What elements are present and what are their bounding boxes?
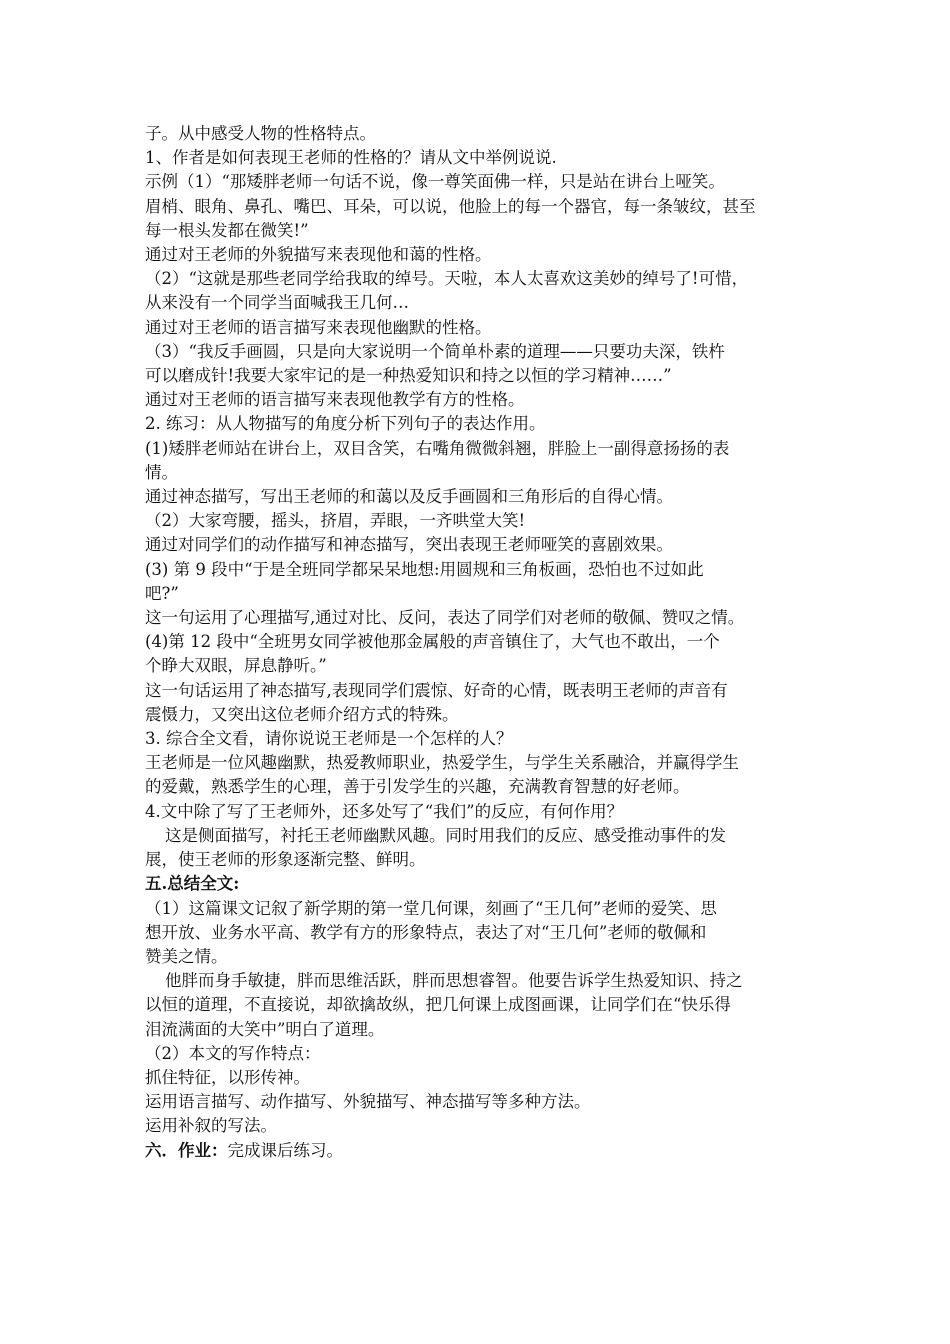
text-line bbox=[145, 316, 817, 340]
text-line bbox=[145, 146, 817, 170]
line-text: （1）这篇课文记叙了新学期的第一堂几何课，刻画了“王几何”老师的爱笑、思 bbox=[145, 898, 717, 918]
line-text: 4.文中除了写了王老师外，还多处写了“我们”的反应，有何作用？ bbox=[145, 801, 624, 821]
text-line bbox=[145, 751, 817, 775]
line-text: 通过对王老师的语言描写来表现他教学有方的性格。 bbox=[145, 390, 525, 410]
text-line bbox=[145, 848, 817, 872]
line-text: 展，使王老师的形象逐渐完整、鲜明。 bbox=[145, 850, 426, 870]
text-line bbox=[145, 945, 817, 969]
section-heading bbox=[145, 872, 817, 896]
text-line bbox=[145, 122, 817, 146]
line-text: (1)矮胖老师站在讲台上，双目含笑，右嘴角微微斜翘，胖脸上一副得意扬扬的表 bbox=[145, 438, 730, 458]
line-text: 每一根头发都在微笑!” bbox=[145, 220, 309, 240]
line-text: 示例（1）“那矮胖老师一句话不说，像一尊笑面佛一样，只是站在讲台上哑笑。 bbox=[145, 172, 725, 192]
text-line bbox=[145, 533, 817, 557]
text-line bbox=[145, 461, 817, 485]
line-text: 从来没有一个同学当面喊我王几何… bbox=[145, 293, 409, 313]
text-line bbox=[145, 267, 817, 291]
line-text: (3) 第 9 段中“于是全班同学都呆呆地想:用圆规和三角板画，恐怕也不过如此 bbox=[145, 559, 704, 579]
text-line bbox=[145, 340, 817, 364]
line-text: 通过神态描写，写出王老师的和蔼以及反手画圆和三角形后的自得心情。 bbox=[145, 487, 673, 507]
text-line bbox=[145, 969, 817, 993]
text-line bbox=[145, 1066, 817, 1090]
line-text: 这一句运用了心理描写,通过对比、反问，表达了同学们对老师的敬佩、赞叹之情。 bbox=[145, 608, 745, 628]
text-line bbox=[145, 1114, 817, 1138]
line-text: 这是侧面描写，衬托王老师幽默风趣。同时用我们的反应、感受推动事件的发 bbox=[165, 825, 726, 845]
line-text: 六．作业： bbox=[145, 1140, 228, 1160]
text-line bbox=[145, 1018, 817, 1042]
line-text: (4)第 12 段中“全班男女同学被他那金属般的声音镇住了，大气也不敢出，一个 bbox=[145, 632, 720, 652]
line-text: 以恒的道理，不直接说，却欲擒故纵，把几何课上成图画课，让同学们在“快乐得 bbox=[145, 995, 731, 1015]
line-text: （2）“这就是那些老同学给我取的绰号。天啦，本人太喜欢这美妙的绰号了!可惜， bbox=[145, 269, 749, 289]
text-line bbox=[145, 509, 817, 533]
line-text: 2. 练习：从人物描写的角度分析下列句子的表达作用。 bbox=[145, 414, 546, 434]
text-line bbox=[145, 897, 817, 921]
line-text: 想开放、业务水平高、教学有方的形象特点，表达了对“王几何”老师的敬佩和 bbox=[145, 922, 707, 942]
text-line bbox=[145, 630, 817, 654]
text-line bbox=[145, 437, 817, 461]
text-line bbox=[145, 993, 817, 1017]
line-text: 眉梢、眼角、鼻孔、嘴巴、耳朵，可以说，他脸上的每一个器官，每一条皱纹，甚至 bbox=[145, 196, 756, 216]
text-line bbox=[145, 412, 817, 436]
text-line bbox=[145, 485, 817, 509]
text-line bbox=[145, 219, 817, 243]
line-text: 抓住特征，以形传神。 bbox=[145, 1067, 310, 1087]
line-text: 3. 综合全文看，请你说说王老师是一个怎样的人？ bbox=[145, 729, 513, 749]
line-text: 吧?” bbox=[145, 583, 179, 603]
text-line bbox=[145, 195, 817, 219]
text-line bbox=[145, 606, 817, 630]
line-text: （3）“我反手画圆，只是向大家说明一个简单朴素的道理——只要功夫深，铁杵 bbox=[145, 341, 725, 361]
line-text: 子。从中感受人物的性格特点。 bbox=[145, 124, 376, 143]
document-body bbox=[145, 122, 817, 1163]
line-text: 的爱戴，熟悉学生的心理，善于引发学生的兴趣，充满教育智慧的好老师。 bbox=[145, 777, 690, 797]
text-line bbox=[145, 921, 817, 945]
line-text: 赞美之情。 bbox=[145, 946, 228, 966]
line-text: 通过对王老师的语言描写来表现他幽默的性格。 bbox=[145, 317, 492, 337]
text-line bbox=[145, 775, 817, 799]
line-text: 通过对同学们的动作描写和神态描写，突出表现王老师哑笑的喜剧效果。 bbox=[145, 535, 673, 555]
line-text: 震慑力，又突出这位老师介绍方式的特殊。 bbox=[145, 704, 459, 724]
line-text: 运用语言描写、动作描写、外貌描写、神态描写等多种方法。 bbox=[145, 1092, 591, 1112]
text-line bbox=[145, 558, 817, 582]
text-line bbox=[145, 654, 817, 678]
line-text: 王老师是一位风趣幽默，热爱教师职业，热爱学生，与学生关系融洽，并赢得学生 bbox=[145, 753, 739, 773]
text-line bbox=[145, 1042, 817, 1066]
text-line bbox=[145, 582, 817, 606]
line-suffix-text: 完成课后练习。 bbox=[227, 1140, 343, 1160]
line-text: 情。 bbox=[145, 462, 178, 482]
text-line bbox=[145, 388, 817, 412]
line-text: 运用补叙的写法。 bbox=[145, 1116, 277, 1136]
text-line bbox=[145, 291, 817, 315]
text-line bbox=[145, 243, 817, 267]
line-text: 可以磨成针!我要大家牢记的是一种热爱知识和持之以恒的学习精神……” bbox=[145, 366, 672, 386]
text-line bbox=[145, 679, 817, 703]
line-text: 泪流满面的大笑中”明白了道理。 bbox=[145, 1019, 385, 1039]
line-text: 他胖而身手敏捷，胖而思维活跃，胖而思想睿智。他要告诉学生热爱知识、持之 bbox=[165, 971, 743, 991]
line-text: 五.总结全文: bbox=[145, 874, 240, 894]
line-text: 1、作者是如何表现王老师的性格的？请从文中举例说说. bbox=[145, 148, 557, 168]
line-text: 这一句话运用了神态描写,表现同学们震惊、好奇的心情，既表明王老师的声音有 bbox=[145, 680, 728, 700]
text-line bbox=[145, 703, 817, 727]
section-heading bbox=[145, 1139, 817, 1163]
line-text: （2）本文的写作特点： bbox=[145, 1043, 321, 1063]
text-line bbox=[145, 170, 817, 194]
text-line bbox=[145, 727, 817, 751]
line-text: 个睁大双眼，屏息静听。” bbox=[145, 656, 327, 676]
text-line bbox=[145, 824, 817, 848]
line-text: （2）大家弯腰，摇头，挤眉，弄眼，一齐哄堂大笑! bbox=[145, 511, 526, 531]
line-text: 通过对王老师的外貌描写来表现他和蔼的性格。 bbox=[145, 245, 492, 265]
text-line bbox=[145, 800, 817, 824]
text-line bbox=[145, 364, 817, 388]
text-line bbox=[145, 1090, 817, 1114]
